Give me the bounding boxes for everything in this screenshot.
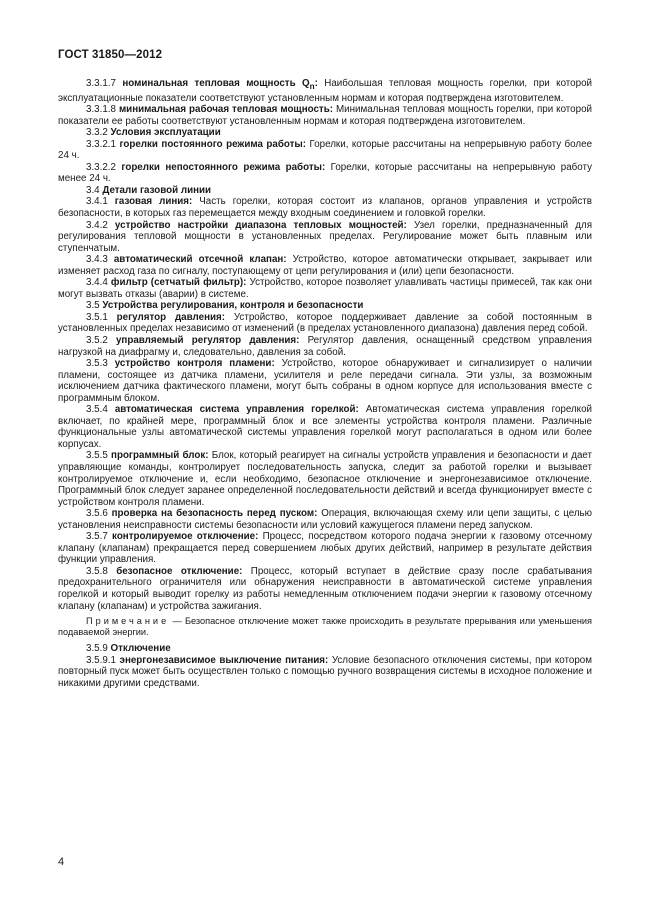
clause-number: 3.5.7 <box>86 531 113 543</box>
term: горелки непостоянного режима работы: <box>121 161 326 173</box>
term: программный блок: <box>111 450 209 462</box>
clause-number: 3.4.2 <box>86 219 115 231</box>
clause-number: 3.5 <box>86 300 103 312</box>
definition: Операция, включающая схему или цепи защиты, с целью установления неисправности системы безопасности или условий кажущегося пламени перед запуском. <box>58 508 592 531</box>
paragraph-3-5-1 <box>58 312 592 335</box>
paragraph-3-5-9 <box>58 643 592 655</box>
paragraph-3-4-4 <box>58 277 592 300</box>
term: минимальная рабочая тепловая мощность: <box>118 104 334 116</box>
paragraph-3-4 <box>58 185 592 197</box>
definition: Горелки, которые рассчитаны на непрерывную работу более 24 ч. <box>58 138 593 162</box>
term: проверка на безопасность перед пуском: <box>111 508 318 520</box>
clause-number: 3.5.3 <box>86 358 115 370</box>
term: контролируемое отключение: <box>112 531 259 543</box>
term: регулятор давления: <box>116 311 225 323</box>
definition: Автоматическая система управления горелкой включает, по крайней мере, программный блок и все элементы устройства контроля пламени. Различные функциональные узлы автоматической системы управления горелкой могут располагаться в одном или более корпусах. <box>58 404 592 450</box>
page-number: 4 <box>58 856 65 868</box>
term: автоматическая система управления горелкой: <box>114 404 359 416</box>
clause-number: 3.3.2.1 <box>86 138 120 150</box>
definition: Регулятор давления, оснащенный средством управления нагрузкой на диафрагму и, следовательно, давления за собой. <box>58 334 592 358</box>
definition: Устройство, которое автоматически открывает, закрывает или изменяет расход газа по сигналу, поступающему от цепи регулирования и (или) цепи безопасности. <box>58 254 592 277</box>
paragraph-3-3-1-7 <box>58 78 592 104</box>
note-text: — Безопасное отключение может также происходить в результате прерывания или уменьшения подаваемой энергии. <box>58 616 592 638</box>
definition: Горелки, которые рассчитаны на непрерывную работу менее 24 ч. <box>58 161 592 185</box>
clause-number: 3.5.5 <box>86 450 112 462</box>
paragraph-3-5-6 <box>58 508 592 531</box>
term: фильтр (сетчатый фильтр): <box>110 277 247 289</box>
clause-number: 3.5.8 <box>86 565 117 577</box>
paragraph-3-3-2 <box>58 127 592 139</box>
definition: Процесс, посредством которого подача энергии к газовому отсечному клапану (клапанам) прекращается перед совершением любых других действий, например в результате действия функции управления. <box>58 531 592 566</box>
clause-number: 3.3.2 <box>86 127 111 139</box>
definition: Узел горелки, предназначенный для регулирования тепловой мощности в установленных пределах. Регулирование может быть плавным или ступенчатым. <box>58 219 592 254</box>
clause-number: 3.5.9 <box>86 643 111 655</box>
clause-number: 3.4 <box>86 184 103 196</box>
clause-number: 3.5.2 <box>86 334 116 346</box>
paragraph-3-5-7 <box>58 531 592 566</box>
clause-number: 3.5.1 <box>86 311 117 323</box>
definition: Условие безопасного отключения системы, при котором повторный пуск может быть осуществлен только с помощью ручного возвращения системы в исходное положение и никакими другими средствами. <box>58 654 592 689</box>
clause-number: 3.3.1.7 <box>86 78 123 89</box>
paragraph-3-5-5 <box>58 450 592 508</box>
section-heading: Детали газовой линии <box>102 184 212 196</box>
clause-number: 3.4.1 <box>86 196 115 208</box>
paragraph-3-4-3 <box>58 254 592 277</box>
term: номинальная тепловая мощность Q <box>122 78 310 89</box>
definition: Устройство, которое поддерживает давление за собой постоянным в установленных пределах независимо от изменений (в пределах установленного диапазона) давления перед собой. <box>58 311 592 335</box>
paragraph-3-3-2-2 <box>58 162 592 185</box>
document-body <box>58 78 592 689</box>
clause-number: 3.5.4 <box>86 404 115 416</box>
paragraph-3-3-1-8 <box>58 104 592 127</box>
term: управляемый регулятор давления: <box>115 334 300 346</box>
clause-number: 3.4.3 <box>86 254 114 266</box>
term: устройство контроля пламени: <box>114 358 275 370</box>
section-heading: Отключение <box>110 643 171 655</box>
term-subscript: n <box>309 81 315 91</box>
paragraph-3-4-2 <box>58 220 592 255</box>
term: безопасное отключение: <box>116 565 243 577</box>
term: автоматический отсечной клапан: <box>113 254 287 266</box>
term: газовая линия: <box>114 196 193 208</box>
paragraph-3-5-8 <box>58 566 592 612</box>
paragraph-3-5 <box>58 300 592 312</box>
definition: Минимальная тепловая мощность горелки, при которой показатели ее работы соответствуют установленным нормам и которая подтверждена изготовителем. <box>58 104 592 127</box>
definition: Процесс, который вступает в действие сразу после срабатывания предохранительного ограничителя или обнаружения неисправности в автоматической системе управления горелкой и который выводит горелку из работы немедленным отключением подачи энергии к газовому отсечному клапану (клапанам) и устройства зажигания. <box>58 565 593 612</box>
definition: Устройство, которое позволяет улавливать частицы примесей, так как они могут вызвать отказы (аварии) в системе. <box>58 277 592 300</box>
clause-number: 3.4.4 <box>86 277 111 289</box>
section-heading: Условия эксплуатации <box>110 127 221 139</box>
term: энергонезависимое выключение питания: <box>119 654 329 666</box>
term: горелки постоянного режима работы: <box>119 138 307 150</box>
term: устройство настройки диапазона тепловых мощностей: <box>114 219 407 231</box>
note-label: Примечание <box>86 616 170 627</box>
definition: Блок, который реагирует на сигналы устройств управления и безопасности и дает управляющие команды, контролирует последовательность запуска, следит за работой горелки и вызывает контролируемое отключение и, если необходимо, безопасное отключение и энергонезависимое отключение. Программный блок следует заранее определенной последовательности действий и всегда функционирует вместе с устройством контроля пламени. <box>58 450 593 508</box>
note <box>58 616 592 638</box>
term-colon: : <box>314 78 318 89</box>
paragraph-3-3-2-1 <box>58 139 592 162</box>
clause-number: 3.5.6 <box>86 508 112 520</box>
clause-number: 3.3.2.2 <box>86 161 122 173</box>
clause-number: 3.5.9.1 <box>86 654 120 666</box>
definition: Наибольшая тепловая мощность горелки, при которой эксплуатационные показатели соответствуют установленным нормам и которая подтверждена изготовителем. <box>58 78 593 104</box>
paragraph-3-5-3 <box>58 358 592 404</box>
clause-number: 3.3.1.8 <box>86 104 119 116</box>
paragraph-3-5-4 <box>58 404 592 450</box>
definition: Часть горелки, которая состоит из клапанов, органов управления и устройств безопасности, в которых газ перемещается между входным соединением и головкой горелки. <box>58 196 592 219</box>
paragraph-3-5-2 <box>58 335 592 358</box>
definition: Устройство, которое обнаруживает и сигнализирует о наличии пламени, состоящее из датчика пламени, усилителя и реле передачи сигнала. Эти узлы, за возможным исключением датчика фактического пламени, могут быть собраны в одном корпусе для использования вместе с программным блоком. <box>58 358 593 404</box>
paragraph-3-5-9-1 <box>58 655 592 690</box>
section-heading: Устройства регулирования, контроля и безопасности <box>102 300 364 312</box>
standard-header: ГОСТ 31850—2012 <box>58 49 163 61</box>
paragraph-3-4-1 <box>58 196 592 219</box>
